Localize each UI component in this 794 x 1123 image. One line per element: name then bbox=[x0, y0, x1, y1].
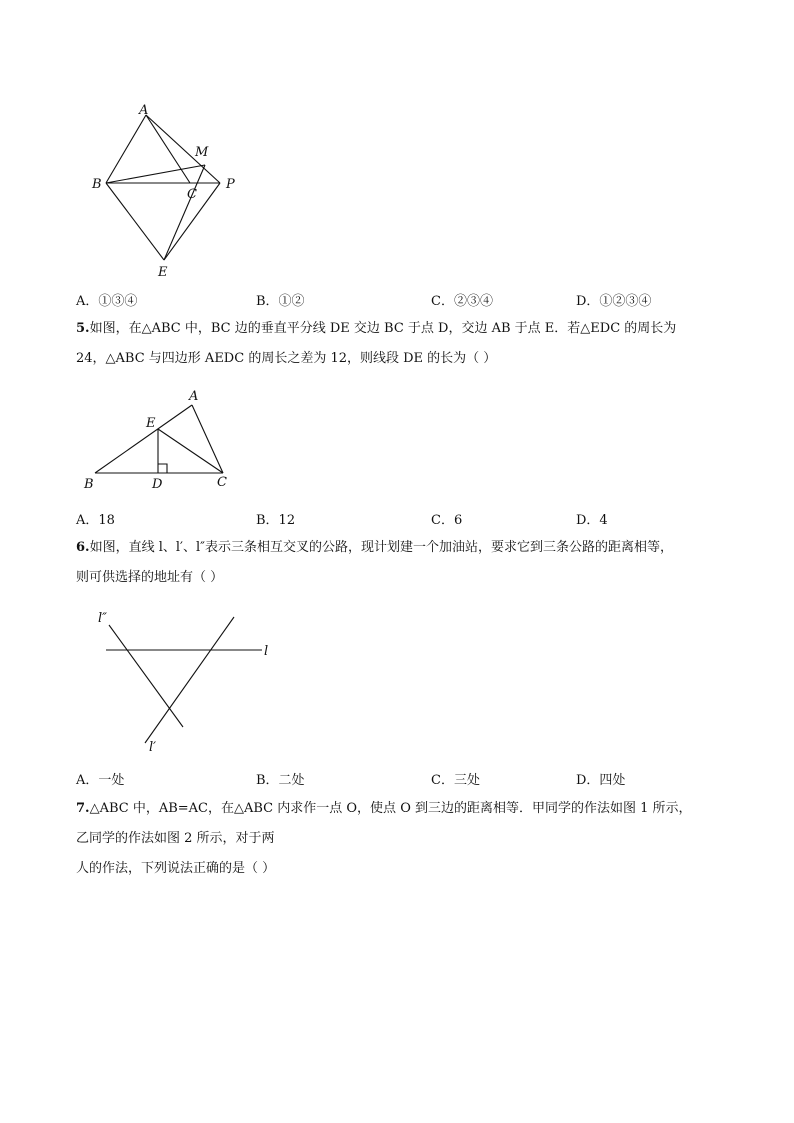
q4-option-b: B．①② bbox=[256, 294, 305, 309]
label-b: B bbox=[92, 177, 102, 192]
label-m: M bbox=[195, 145, 209, 160]
q7-stem bbox=[76, 794, 736, 884]
right-angle-mark bbox=[158, 464, 167, 473]
q4-option-c: C．②③④ bbox=[431, 294, 493, 309]
segment-ba bbox=[95, 405, 192, 473]
label-l-double-prime: l″ bbox=[98, 611, 108, 626]
q7-text-line2: 乙同学的作法如图 2 所示，对于两 bbox=[76, 831, 275, 846]
q6-figure bbox=[90, 600, 290, 760]
q5-option-b: B．12 bbox=[256, 513, 296, 528]
q6-text-line2: 则可供选择的地址有（ ） bbox=[76, 570, 224, 585]
q7-text-line3: 人的作法，下列说法正确的是（ ） bbox=[76, 861, 276, 876]
q4-option-d: D．①②③④ bbox=[576, 294, 652, 309]
q5-figure bbox=[80, 380, 240, 495]
q6-option-d: D．四处 bbox=[576, 773, 626, 788]
segment-ab bbox=[106, 115, 146, 183]
label-c: C bbox=[187, 187, 197, 202]
road-l-prime bbox=[145, 617, 234, 743]
label-c: C bbox=[217, 475, 227, 490]
q5-number: 5. bbox=[76, 321, 90, 336]
q5-stem bbox=[76, 314, 736, 374]
segment-bm bbox=[106, 165, 205, 183]
label-a: A bbox=[189, 389, 199, 404]
label-b: B bbox=[84, 477, 94, 492]
q6-number: 6. bbox=[76, 540, 90, 555]
q5-option-a: A．18 bbox=[76, 513, 115, 528]
q6-option-c: C．三处 bbox=[431, 773, 480, 788]
q6-option-b: B．二处 bbox=[256, 773, 305, 788]
q6-option-a: A．一处 bbox=[76, 773, 125, 788]
label-d: D bbox=[152, 477, 163, 492]
label-p: P bbox=[226, 177, 235, 192]
label-e: E bbox=[158, 265, 168, 280]
road-l-double-prime bbox=[109, 625, 183, 727]
label-e: E bbox=[146, 416, 156, 431]
q7-number: 7. bbox=[76, 801, 90, 816]
q5-text-line2: 24，△ABC 与四边形 AEDC 的周长之差为 12，则线段 DE 的长为（ ） bbox=[76, 351, 497, 366]
segment-be bbox=[106, 183, 164, 260]
q6-text-line1: 如图，直线 l、l′、l″表示三条相互交叉的公路，现计划建一个加油站，要求它到三条公路的距离相等， bbox=[89, 540, 673, 555]
q4-option-a: A．①③④ bbox=[76, 294, 138, 309]
label-l: l bbox=[264, 644, 269, 659]
q7-text-line1: △ABC 中，AB=AC，在△ABC 内求作一点 O，使点 O 到三边的距离相等．甲同学的作法如图 1 所示， bbox=[89, 801, 692, 816]
label-l-prime: l′ bbox=[149, 740, 157, 755]
q5-option-d: D．4 bbox=[576, 513, 608, 528]
q5-option-c: C．6 bbox=[431, 513, 463, 528]
q4-figure bbox=[80, 100, 260, 285]
label-a: A bbox=[139, 103, 149, 118]
q5-text-line1: 如图，在△ABC 中，BC 边的垂直平分线 DE 交边 BC 于点 D，交边 AB 于点 E．若△EDC 的周长为 bbox=[89, 321, 677, 336]
q6-stem bbox=[76, 533, 736, 593]
